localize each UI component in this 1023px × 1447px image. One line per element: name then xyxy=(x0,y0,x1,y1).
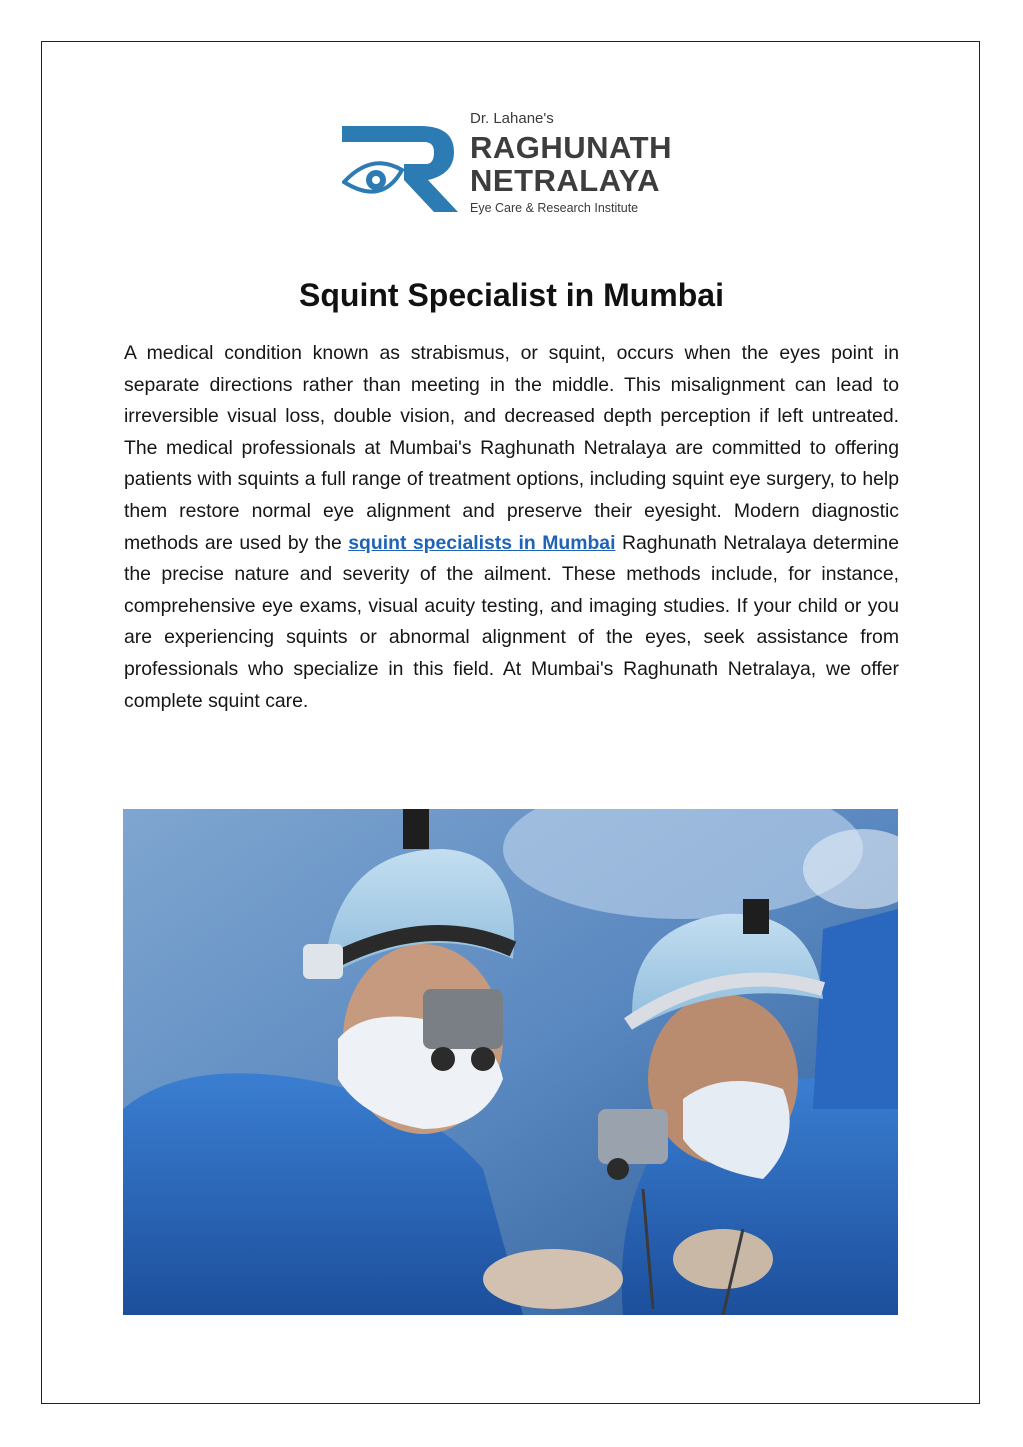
surgeons-photo-illustration xyxy=(123,809,898,1315)
logo-name-line1: RAGHUNATH xyxy=(470,130,672,165)
logo-prefix: Dr. Lahane's xyxy=(470,110,554,127)
logo xyxy=(342,110,687,220)
logo-name-line2: NETRALAYA xyxy=(470,163,660,198)
page-title: Squint Specialist in Mumbai xyxy=(299,277,724,313)
surgeons-photo xyxy=(123,809,898,1315)
squint-specialists-link[interactable]: squint specialists in Mumbai xyxy=(348,531,616,554)
logo-tagline: Eye Care & Research Institute xyxy=(470,201,639,215)
paragraph-text-part1: A medical condition known as strabismus, or squint, occurs when the eyes point in separate directions rather than meeting in the middle. This misalignment can lead to irreversible visual loss, double vision, and decreased depth perception if left untreated. The medical professionals at Mumbai's Raghunath Netralaya are committed to offering patients with squints a full range of treatment options, including squint eye surgery, to help them restore normal eye alignment and preserve their eyesight. Modern diagnostic methods are used by the xyxy=(124,342,899,554)
raghunath-netralaya-logo-mark-icon xyxy=(342,124,464,214)
paragraph-text-part2: Raghunath Netralaya determine the precise nature and severity of the ailment. These methods include, for instance, comprehensive eye exams, visual acuity testing, and imaging studies. If your child or you are experiencing squints or abnormal alignment of the eyes, seek assistance from professionals who specialize in this field. At Mumbai's Raghunath Netralaya, we offer complete squint care. xyxy=(124,531,899,712)
article-paragraph xyxy=(124,338,899,717)
